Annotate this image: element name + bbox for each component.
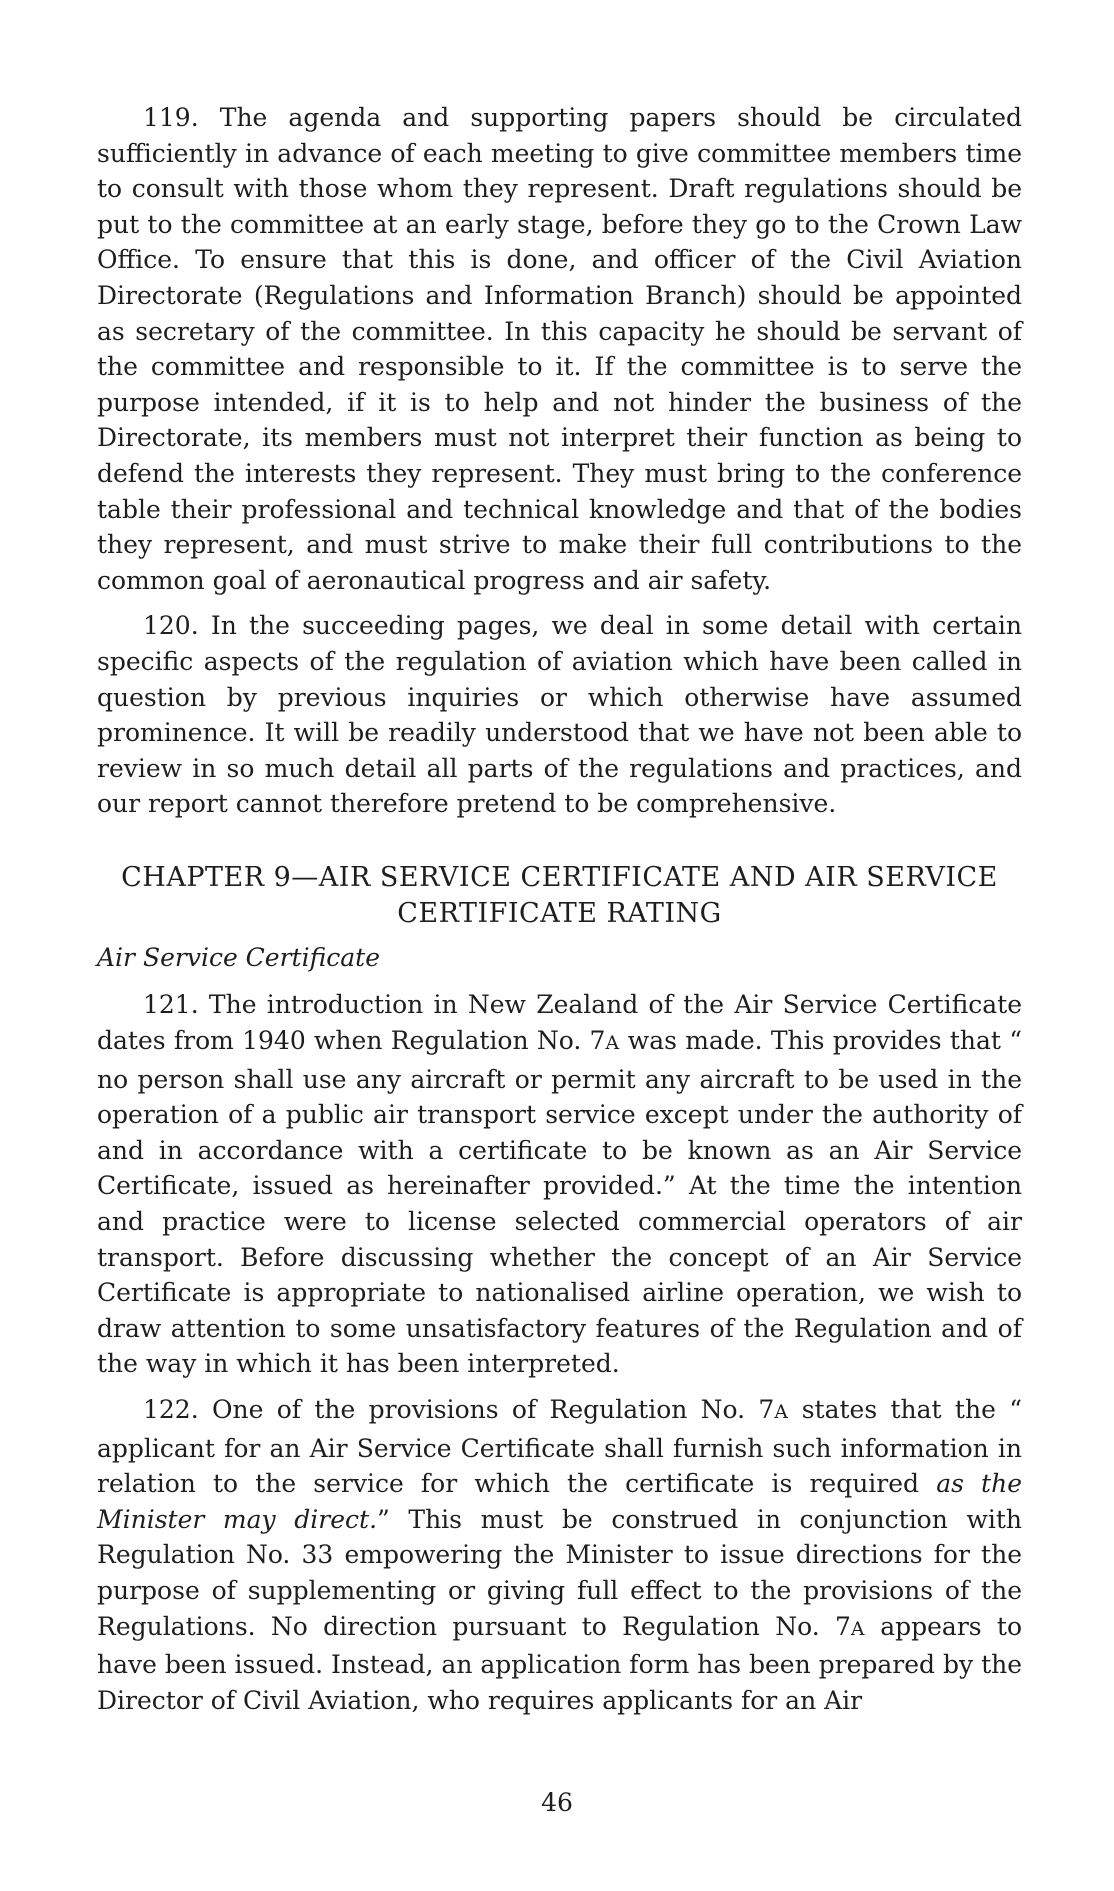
paragraph-122-text-1: 122. One of the provisions of Regulation No. 7 (143, 1395, 775, 1424)
paragraph-122-italic: as the Minister may direct. (97, 1469, 1023, 1534)
paragraph-119 (97, 100, 1022, 598)
paragraph-122-text-4: appears to have been issued. Instead, an application form has been prepared by the Director of Civil Aviation, who requires applicants for an Air (97, 1611, 1023, 1715)
paragraph-121-text-end: was made. This provides that “ no person shall use any aircraft or permit any aircraft to be used in the operation of a public air transport service except under the authority of and in accordance with a certificate to be known as an Air Service Certificate, issued as hereinafter provided.” At the time the intention and practice were to license selected commercial operators of air transport. Before discussing whether the concept of an Air Service Certificate is appropriate to nationalised airline operation, we wish to draw attention to some unsatisfactory features of the Regulation and of the way in which it has been interpreted. (97, 1026, 1022, 1379)
regulation-suffix: A (774, 1402, 789, 1423)
page-number: 46 (541, 1788, 573, 1817)
regulation-suffix: A (850, 1618, 865, 1640)
chapter-heading (97, 860, 1022, 932)
paragraph-122 (97, 1392, 1022, 1718)
document-page (97, 100, 1022, 1718)
paragraph-119-text: 119. The agenda and supporting papers should be circulated sufficiently in advance of each meeting to give committee members time to consult with those whom they represent. Draft regulations should be put to the committee at an early stage, before they go to the Crown Law Office. To ensure that this is done, and officer of the Civil Aviation Directorate (Regulations and Information Branch) should be appointed as secretary of the committee. In this capacity he should be servant of the committee and responsible to it. If the committee is to serve the purpose intended, if it is to help and not hinder the business of the Directorate, its members must not interpret their function as being to defend the interests they represent. They must bring to the conference table their professional and technical knowledge and that of the bodies they represent, and must strive to make their full contributions to the common goal of aeronautical progress and air safety. (97, 103, 1022, 595)
paragraph-120-text: 120. In the succeeding pages, we deal in some detail with certain specific aspects of the regulation of aviation which have been called in question by previous inquiries or which otherwise have assumed prominence. It will be readily understood that we have not been able to review in so much detail all parts of the regulations and practices, and our report cannot therefore pretend to be comprehensive. (97, 611, 1022, 819)
paragraph-122-text-2: states that the “ applicant for an Air Service Certificate shall furnish such information in relation to the service for which the certificate is required (97, 1395, 1022, 1499)
paragraph-121-text-start: 121. The introduction in New Zealand of the Air Service Certificate dates from 1940 when Regulation No. 7 (97, 990, 1022, 1056)
chapter-title-line-2: CERTIFICATE RATING (397, 897, 722, 929)
paragraph-122-text-3: ” This must be construed in conjunction with Regulation No. 33 empowering the Minister to issue directions for the purpose of supplementing or giving full effect to the provisions of the Regulations. No direction pursuant to Regulation No. 7 (97, 1504, 1022, 1641)
section-heading: Air Service Certificate (97, 942, 381, 972)
chapter-title-line-1: CHAPTER 9—AIR SERVICE CERTIFICATE AND AIR SERVICE (121, 861, 998, 893)
paragraph-121 (97, 987, 1022, 1382)
paragraph-120 (97, 608, 1022, 822)
regulation-suffix: A (605, 1033, 620, 1055)
